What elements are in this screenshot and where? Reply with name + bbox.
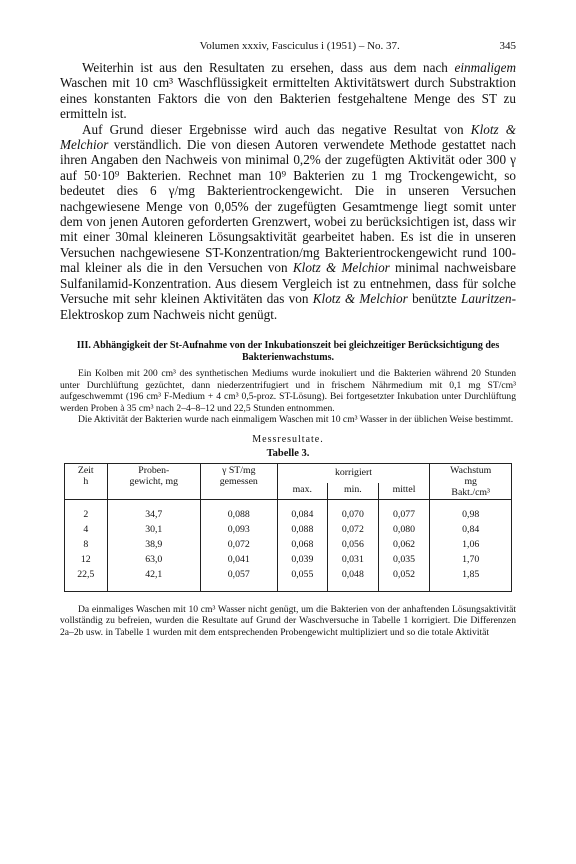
table-cell: 63,0 bbox=[107, 552, 200, 567]
table-cell: 0,070 bbox=[328, 499, 379, 522]
page-number: 345 bbox=[499, 40, 516, 52]
body-text bbox=[60, 60, 516, 322]
table-cell: 4 bbox=[83, 523, 89, 535]
table-cell: 38,9 bbox=[107, 537, 200, 552]
col-zeit: Zeit h bbox=[77, 464, 94, 487]
table-cell: 1,70 bbox=[430, 552, 512, 567]
table-cell: 0,98 bbox=[430, 499, 512, 522]
table-cell: 0,068 bbox=[277, 537, 328, 552]
table-cell: 12 bbox=[80, 553, 91, 565]
table-cell: 0,056 bbox=[328, 537, 379, 552]
col-wachstum: Wachstum mg Bakt./cm³ bbox=[430, 463, 512, 499]
paragraph-2: Auf Grund dieser Ergebnisse wird auch das negative Resultat von Klotz & Melchior verständlich. Die von diesen Autoren verwendete Methode gestattet nach ihren Angaben den Nachweis von minimal 0,2% der zugefügten Aktivität oder 300 γ auf 50·10⁹ Bakterien. Rechnet man 10⁹ Bakterien zu 1 mg Trockengewicht, so bedeutet dies 6 γ/mg Bakterientrockengewicht. Die in unseren Versuchen nachgewiesene Menge von 0,05% der zugefügten Gesamtmenge liegt somit unter dem von jenen Autoren geforderten Grenzwert, wobei zu berücksichtigen ist, dass wir mit einer 30mal kleineren Lösungsaktivität gearbeitet haben. Es ist die in unseren Versuchen nachgewiesene ST-Konzentration/mg Bakterientrockengewicht rund 100-mal kleiner als die in den Versuchen von Klotz & Melchior minimal nachweisbare Sulfanilamid-Konzentration. Aus diesem Vergleich ist zu entnehmen, dass für solche Versuche mit sehr kleinen Aktivitäten das von Klotz & Melchior benützte Lauritzen-Elektroskop zum Nachweis nicht genügt. bbox=[60, 121, 517, 322]
table-cell: 0,052 bbox=[378, 567, 430, 592]
table-row bbox=[65, 537, 512, 552]
table-cell: 0,035 bbox=[378, 552, 430, 567]
section-text bbox=[60, 368, 516, 426]
paragraph-1: Weiterhin ist aus den Resultaten zu ersehen, dass aus dem nach einmaligem Waschen mit 10 cm³ Waschflüssigkeit ermittelten Aktivitätswert durch Substraktion eines konstanten Faktors die von den Bakterien festgehaltene Menge des ST zu ermitteln ist. bbox=[60, 60, 516, 122]
table-cell: 0,041 bbox=[200, 552, 277, 567]
col-gamma-gemessen: γ ST/mg gemessen bbox=[200, 463, 277, 499]
table-cell: 0,072 bbox=[200, 537, 277, 552]
table-cell: 0,093 bbox=[200, 522, 277, 537]
table-cell: 0,062 bbox=[378, 537, 430, 552]
table-cell: 0,080 bbox=[378, 522, 430, 537]
journal-info: Volumen xxxiv, Fasciculus i (1951) – No. 37. bbox=[199, 40, 400, 52]
col-probengewicht: Proben- gewicht, mg bbox=[107, 463, 200, 499]
table-cell: 0,055 bbox=[277, 567, 328, 592]
table-cell: 1,06 bbox=[430, 537, 512, 552]
table-cell: 0,088 bbox=[277, 522, 328, 537]
table-cell: 0,057 bbox=[200, 567, 277, 592]
table-cell: 2 bbox=[83, 508, 89, 520]
table-cell: 0,088 bbox=[200, 499, 277, 522]
col-mittel: mittel bbox=[378, 483, 430, 500]
page bbox=[60, 40, 516, 639]
table-cell: 0,031 bbox=[328, 552, 379, 567]
table-cell: 0,039 bbox=[277, 552, 328, 567]
col-max: max. bbox=[277, 483, 328, 500]
col-min: min. bbox=[328, 483, 379, 500]
table-caption: Tabelle 3. bbox=[266, 447, 310, 459]
table-cell: 30,1 bbox=[107, 522, 200, 537]
section-title: III. Abhängigkeit der St-Aufnahme von der Inkubationszeit bei gleichzeitiger Berücksichtigung des Bakterienwachstums. bbox=[76, 339, 500, 363]
table-row bbox=[65, 522, 512, 537]
running-header bbox=[60, 40, 516, 52]
table-cell: 22,5 bbox=[77, 568, 95, 580]
table-row bbox=[65, 499, 512, 522]
data-table bbox=[64, 463, 512, 592]
table-cell: 0,084 bbox=[277, 499, 328, 522]
after-table-paragraph: Da einmaliges Waschen mit 10 cm³ Wasser nicht genügt, um die Bakterien von der anhaftenden Lösungsaktivität vollständig zu befreien, wurden die Resultate auf Grund der Waschversuche in Tabelle 1 korrigiert. Die Differenzen 2a–2b usw. in Tabelle 1 wurden mit dem entsprechenden Probengewicht multipliziert und so die totale Aktivität bbox=[60, 603, 516, 639]
col-korrigiert: korrigiert bbox=[277, 463, 430, 482]
section-paragraph-2: Die Aktivität der Bakterien wurde nach einmaligem Waschen mit 10 cm³ Wasser in der üblichen Weise bestimmt. bbox=[78, 414, 514, 426]
table-cell: 0,048 bbox=[328, 567, 379, 592]
table-cell: 0,077 bbox=[378, 499, 430, 522]
table-cell: 0,84 bbox=[430, 522, 512, 537]
after-table-text bbox=[60, 604, 516, 639]
table-row bbox=[65, 567, 512, 592]
messresultate-label: Messresultate. bbox=[252, 433, 324, 445]
table-cell: 8 bbox=[83, 538, 89, 550]
section-paragraph-1: Ein Kolben mit 200 cm³ des synthetischen Mediums wurde inokuliert und die Bakterien während 20 Stunden unter Durchlüftung gezüchtet, dann niederzentrifugiert und in frischem Nährmedium mit 0,1 mg ST/cm³ aufgeschwemmt (196 cm³ F-Medium + 4 cm³ 0,5-proz. ST-Lösung). Bei fortgesetzter Inkubation unter Durchlüftung werden Proben à 35 cm³ nach 2–4–8–12 und 22,5 Stunden entnommen. bbox=[60, 367, 516, 414]
table-row bbox=[65, 552, 512, 567]
table-body bbox=[65, 499, 512, 591]
table-cell: 0,072 bbox=[328, 522, 379, 537]
table-cell: 1,85 bbox=[430, 567, 512, 592]
table-cell: 42,1 bbox=[107, 567, 200, 592]
table-cell: 34,7 bbox=[107, 499, 200, 522]
